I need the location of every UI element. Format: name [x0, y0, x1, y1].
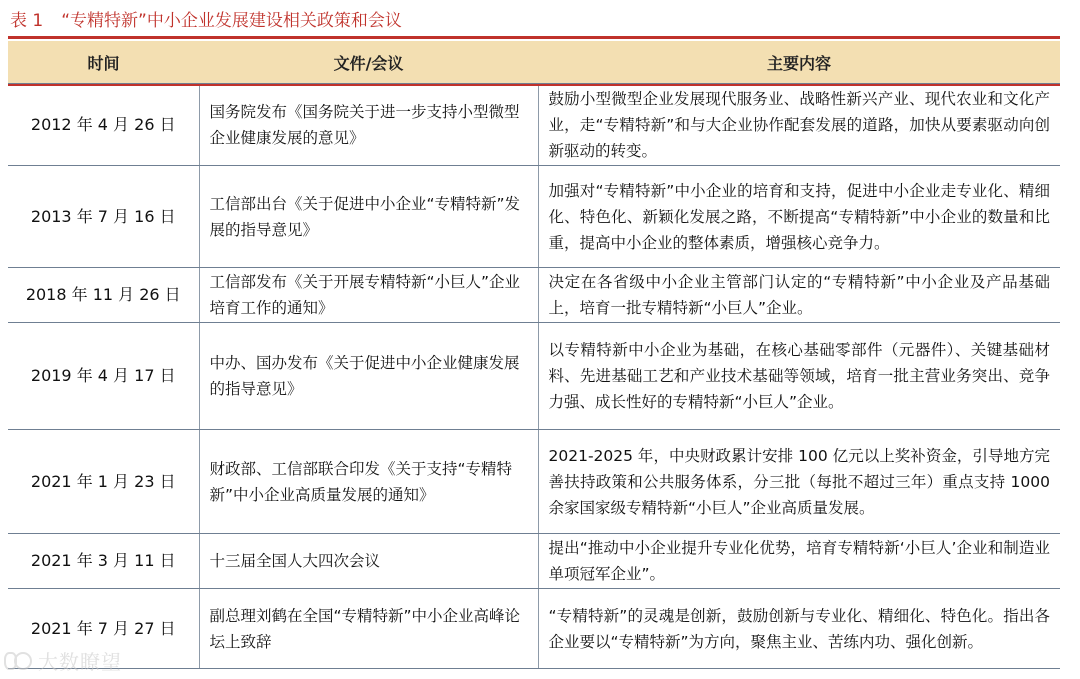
row-date: 2021 年 7 月 27 日: [8, 589, 199, 669]
table-row: [8, 166, 1060, 268]
row-date: 2021 年 3 月 11 日: [8, 534, 199, 589]
row-date: 2013 年 7 月 16 日: [8, 166, 199, 268]
caption-number: 表 1: [10, 11, 44, 31]
header-document: 文件/会议: [199, 41, 538, 84]
row-content: 鼓励小型微型企业发展现代服务业、战略性新兴产业、现代农业和文化产业，走“专精特新”和与大企业协作配套发展的道路，加快从要素驱动向创新驱动的转变。: [538, 84, 1060, 166]
watermark-logo-icon: [4, 649, 34, 671]
watermark: [4, 646, 122, 674]
table-row: [8, 323, 1060, 430]
row-content: 2021-2025 年，中央财政累计安排 100 亿元以上奖补资金，引导地方完善扶持政策和公共服务体系，分三批（每批不超过三年）重点支持 1000 余家国家级专精特新“小巨人”企业高质量发展。: [538, 430, 1060, 534]
header-row: [8, 41, 1060, 84]
table-row: [8, 268, 1060, 323]
row-content: 加强对“专精特新”中小企业的培育和支持，促进中小企业走专业化、精细化、特色化、新颖化发展之路，不断提高“专精特新”中小企业的数量和比重，提高中小企业的整体素质，增强核心竞争力。: [538, 166, 1060, 268]
table-row: [8, 84, 1060, 166]
table-row: [8, 589, 1060, 669]
caption-title: “专精特新”中小企业发展建设相关政策和会议: [61, 11, 402, 31]
table-row: [8, 534, 1060, 589]
row-document: 十三届全国人大四次会议: [199, 534, 538, 589]
top-rule: [8, 36, 1060, 39]
table-row: [8, 430, 1060, 534]
row-content: 以专精特新中小企业为基础，在核心基础零部件（元器件）、关键基础材料、先进基础工艺和产业技术基础等领域，培育一批主营业务突出、竞争力强、成长性好的专精特新“小巨人”企业。: [538, 323, 1060, 430]
watermark-text: 大数瞭望: [38, 649, 122, 674]
row-date: 2018 年 11 月 26 日: [8, 268, 199, 323]
row-document: 工信部发布《关于开展专精特新“小巨人”企业培育工作的通知》: [199, 268, 538, 323]
header-rule: [8, 84, 1060, 86]
table-caption: [10, 8, 402, 34]
row-date: 2021 年 1 月 23 日: [8, 430, 199, 534]
row-content: 决定在各省级中小企业主管部门认定的“专精特新”中小企业及产品基础上，培育一批专精特新“小巨人”企业。: [538, 268, 1060, 323]
row-content: “专精特新”的灵魂是创新，鼓励创新与专业化、精细化、特色化。指出各企业要以“专精特新”为方向，聚焦主业、苦练内功、强化创新。: [538, 589, 1060, 669]
row-document: 国务院发布《国务院关于进一步支持小型微型企业健康发展的意见》: [199, 84, 538, 166]
row-date: 2019 年 4 月 17 日: [8, 323, 199, 430]
policy-table: [8, 41, 1060, 669]
row-date: 2012 年 4 月 26 日: [8, 84, 199, 166]
header-time: 时间: [8, 41, 199, 84]
row-content: 提出“推动中小企业提升专业化优势，培育专精特新‘小巨人’企业和制造业单项冠军企业”。: [538, 534, 1060, 589]
header-content: 主要内容: [538, 41, 1060, 84]
row-document: 中办、国办发布《关于促进中小企业健康发展的指导意见》: [199, 323, 538, 430]
row-document: 副总理刘鹤在全国“专精特新”中小企业高峰论坛上致辞: [199, 589, 538, 669]
row-document: 财政部、工信部联合印发《关于支持“专精特新”中小企业高质量发展的通知》: [199, 430, 538, 534]
row-document: 工信部出台《关于促进中小企业“专精特新”发展的指导意见》: [199, 166, 538, 268]
